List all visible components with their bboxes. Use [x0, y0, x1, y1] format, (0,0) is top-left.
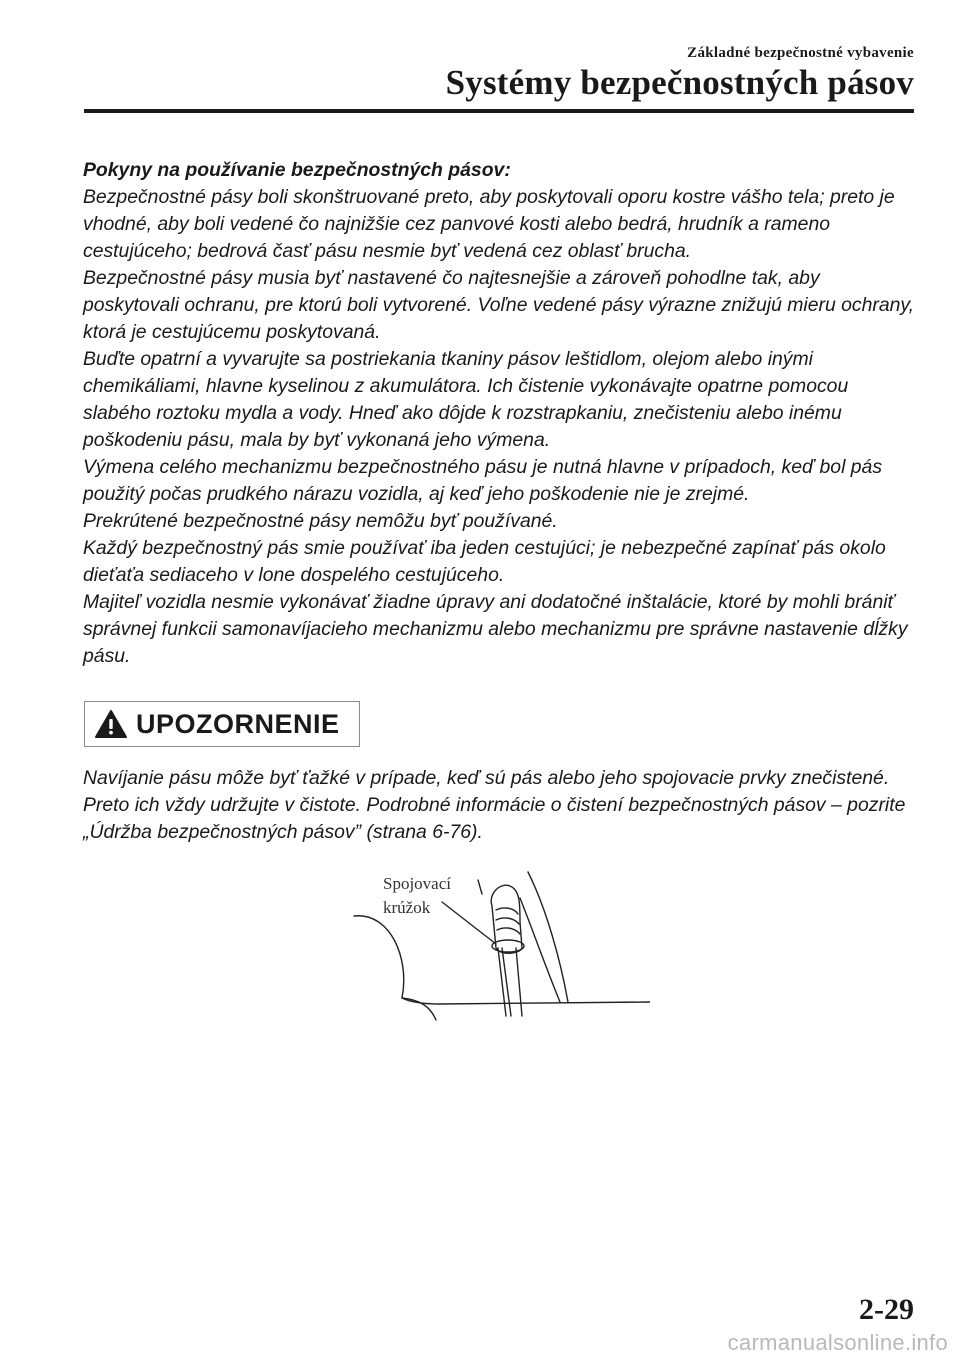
spojovaci-kruzok-callout — [383, 872, 451, 920]
page-number: 2-29 — [859, 1293, 914, 1326]
header-divider — [84, 109, 914, 113]
warning-triangle-icon — [94, 709, 128, 739]
instruction-paragraph: Majiteľ vozidla nesmie vykonávať žiadne úpravy ani dodatočné inštalácie, ktoré by mohli brániť správnej funkcii samonavíjacieho mechanizmu alebo mechanizmu pre správne nastavenie dĺžky pásu. — [83, 591, 908, 667]
instruction-paragraph: Bezpečnostné pásy boli skonštruované preto, aby poskytovali oporu kostre vášho tela; preto je vhodné, aby boli vedené čo najnižšie cez panvové kosti alebo bedrá, hrudník a rameno cestujúceho; bedrová časť pásu nesmie byť vedená cez oblasť brucha. — [83, 186, 895, 262]
warning-text — [83, 765, 915, 846]
instruction-paragraph: Bezpečnostné pásy musia byť nastavené čo najtesnejšie a zároveň pohodlne tak, aby poskytovali ochranu, pre ktorú boli vytvorené. Voľne vedené pásy výrazne znižujú mieru ochrany, ktorá je cestujúcemu poskytovaná. — [83, 267, 915, 343]
section-name: Základné bezpečnostné vybavenie — [687, 45, 914, 61]
instruction-paragraph: Výmena celého mechanizmu bezpečnostného pásu je nutná hlavne v prípadoch, keď bol pás použitý počas prudkého nárazu vozidla, aj keď jeho poškodenie nie je zrejmé. — [83, 456, 883, 505]
callout-line: Spojovací — [383, 874, 451, 893]
instruction-paragraph: Buďte opatrní a vyvarujte sa postriekania tkaniny pásov leštidlom, olejom alebo inými chemikáliami, hlavne kyselinou z akumulátora. Ich čistenie vykonávajte opatrne pomocou slabého roztoku mydla a vody. Hneď ako dôjde k rozstrapkaniu, znečisteniu alebo inému poškodeniu pásu, mala by byť vykonaná jeho výmena. — [83, 348, 849, 451]
instruction-paragraph: Prekrútené bezpečnostné pásy nemôžu byť používané. — [83, 510, 558, 532]
callout-line: krúžok — [383, 898, 431, 917]
warning-box — [84, 701, 360, 747]
warning-label: UPOZORNENIE — [136, 708, 340, 739]
instructions-heading: Pokyny na používanie bezpečnostných pásov: — [83, 159, 511, 181]
instruction-paragraph: Každý bezpečnostný pás smie používať iba jeden cestujúci; je nebezpečné zapínať pás okolo dieťaťa sediaceho v lone dospelého cestujúceho. — [83, 537, 886, 586]
page-title: Systémy bezpečnostných pásov — [445, 63, 914, 102]
instructions-section — [83, 157, 915, 670]
watermark: carmanualsonline.info — [727, 1330, 948, 1355]
warning-paragraph: Navíjanie pásu môže byť ťažké v prípade, keď sú pás alebo jeho spojovacie prvky znečistené. Preto ich vždy udržujte v čistote. Podrobné informácie o čistení bezpečnostných pásov – pozrite „Údržba bezpečnostných pásov” (strana 6-76). — [83, 767, 906, 843]
